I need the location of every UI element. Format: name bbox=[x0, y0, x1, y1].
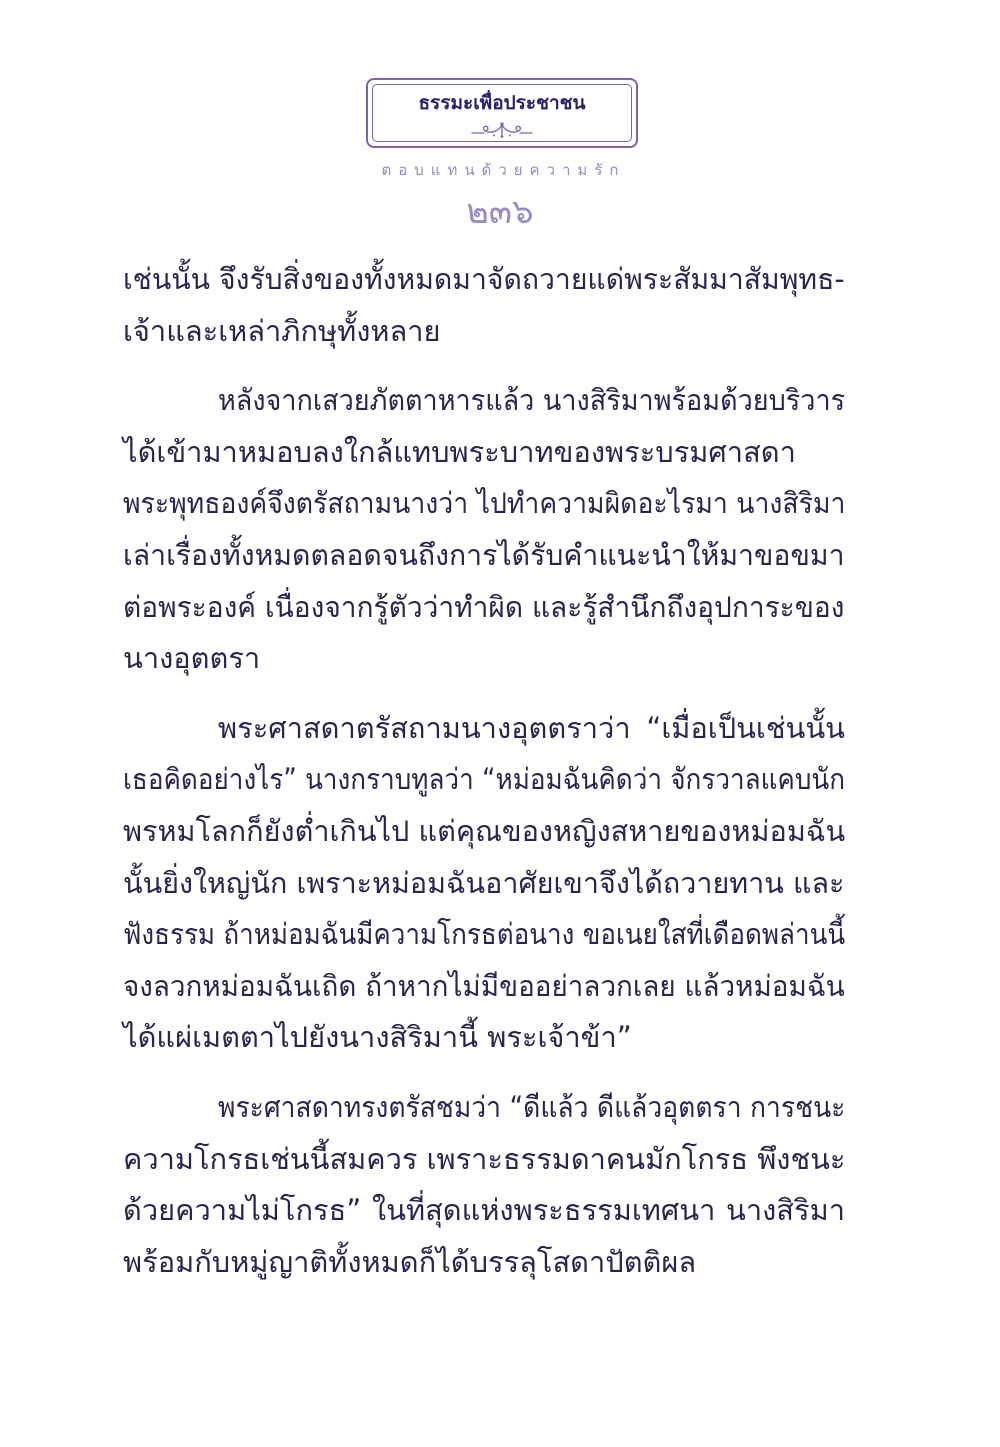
header-subtitle: ตอบแทนด้วยความรัก bbox=[381, 161, 626, 179]
paragraph-line: จงลวกหม่อมฉันเถิด ถ้าหากไม่มีขออย่าลวกเลย แล้วหม่อมฉัน bbox=[123, 968, 845, 1003]
paragraph-line: พระศาสดาตรัสถามนางอุตตราว่า “เมื่อเป็นเช่นนั้น bbox=[218, 710, 845, 745]
page-number: ๒๓๖ bbox=[466, 192, 534, 232]
paragraph bbox=[123, 254, 845, 357]
paragraph-line: ต่อพระองค์ เนื่องจากรู้ตัวว่าทำผิด และรู้สำนึกถึงอุปการะของ bbox=[123, 589, 845, 624]
paragraph-line: พร้อมกับหมู่ญาติทั้งหมดก็ได้บรรลุโสดาปัตติผล bbox=[123, 1244, 697, 1279]
paragraph-line: ฟังธรรม ถ้าหม่อมฉันมีความโกรธต่อนาง ขอเนยใสที่เดือดพล่านนี้ bbox=[123, 917, 846, 952]
logo-text: ธรรมะเพื่อประชาชน bbox=[418, 92, 586, 114]
paragraph bbox=[123, 375, 845, 685]
paragraph-line: พระพุทธองค์จึงตรัสถามนางว่า ไปทำความผิดอะไรมา นางสิริมา bbox=[123, 486, 846, 521]
paragraph bbox=[123, 1082, 845, 1288]
paragraph-line: นั้นยิ่งใหญ่นัก เพราะหม่อมฉันอาศัยเขาจึงได้ถวายทาน และ bbox=[123, 865, 845, 900]
body-text bbox=[123, 254, 845, 1288]
paragraph-line: พรหมโลกก็ยังต่ำเกินไป แต่คุณของหญิงสหายของหม่อมฉัน bbox=[123, 813, 846, 848]
paragraph-line: นางอุตตรา bbox=[123, 641, 261, 676]
paragraph-line: เจ้าและเหล่าภิกษุทั้งหลาย bbox=[123, 313, 441, 348]
paragraph-line: พระศาสดาทรงตรัสชมว่า “ดีแล้ว ดีแล้วอุตตรา การชนะ bbox=[218, 1089, 846, 1124]
paragraph-line: ด้วยความไม่โกรธ” ในที่สุดแห่งพระธรรมเทศนา นางสิริมา bbox=[123, 1193, 845, 1228]
logo-ornament-icon bbox=[470, 121, 534, 139]
paragraph bbox=[123, 703, 845, 1064]
paragraph-line: เช่นนั้น จึงรับสิ่งของทั้งหมดมาจัดถวายแด่พระสัมมาสัมพุทธ- bbox=[123, 262, 845, 296]
logo-frame bbox=[372, 84, 632, 142]
paragraph-line: เล่าเรื่องทั้งหมดตลอดจนถึงการได้รับคำแนะนำให้มาขอขมา bbox=[123, 537, 845, 572]
paragraph-line: หลังจากเสวยภัตตาหารแล้ว นางสิริมาพร้อมด้วยบริวาร bbox=[218, 383, 846, 418]
paragraph-line: เธอคิดอย่างไร” นางกราบทูลว่า “หม่อมฉันคิดว่า จักรวาลแคบนัก bbox=[123, 762, 846, 797]
paragraph-line: ได้แผ่เมตตาไปยังนางสิริมานี้ พระเจ้าข้า” bbox=[123, 1020, 632, 1055]
logo bbox=[366, 78, 638, 148]
paragraph-line: ได้เข้ามาหมอบลงใกล้แทบพระบาทของพระบรมศาสดา bbox=[123, 434, 796, 469]
paragraph-line: ความโกรธเช่นนี้สมควร เพราะธรรมดาคนมักโกรธ พึงชนะ bbox=[123, 1141, 846, 1176]
